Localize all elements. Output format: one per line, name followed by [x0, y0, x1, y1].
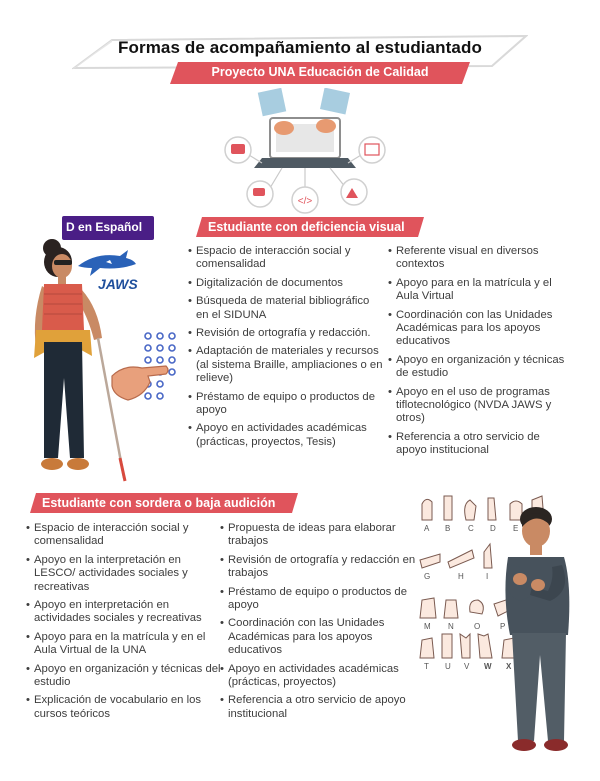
letter-label: U	[445, 662, 451, 671]
list-item: • Apoyo en actividades académicas (prácticas, proyectos)	[220, 663, 416, 690]
visual-services-list-2	[388, 245, 568, 458]
letter-label: O	[474, 622, 481, 631]
letter-label: V	[464, 662, 470, 671]
list-item: • Revisión de ortografía y redacción en trabajos	[220, 554, 416, 581]
laptop-illustration	[222, 88, 390, 216]
visual-services-list-1	[188, 245, 384, 449]
letter-label: M	[424, 622, 431, 631]
list-item: • Coordinación con las Unidades Académicas para los apoyos educativos	[388, 309, 568, 349]
list-item: • Préstamo de equipo o productos de apoyo	[220, 586, 416, 613]
list-item: • Apoyo en la interpretación en LESCO/ actividades sociales y recreativas	[26, 554, 222, 594]
letter-label: G	[424, 572, 431, 581]
badge-logo-icon: D	[66, 220, 75, 234]
letter-label: E	[513, 524, 519, 533]
braille-reading-icon	[110, 330, 185, 410]
list-item: • Préstamo de equipo o productos de apoyo	[188, 391, 384, 418]
visual-section-heading: Estudiante con deficiencia visual	[208, 220, 405, 234]
list-item: • Referencia a otro servicio de apoyo institucional	[220, 694, 416, 721]
letter-label: P	[500, 622, 506, 631]
deaf-section-heading: Estudiante con sordera o baja audición	[42, 496, 276, 510]
deaf-services-list-2	[220, 522, 416, 721]
letter-label: A	[424, 524, 430, 533]
letter-label: C	[468, 524, 474, 533]
letter-label: D	[490, 524, 496, 533]
page-subtitle: Proyecto UNA Educación de Calidad	[211, 65, 429, 79]
list-item: • Espacio de interacción social y comensalidad	[188, 245, 384, 272]
deaf-services-list-1	[26, 522, 222, 721]
list-item: • Referente visual en diversos contextos	[388, 245, 568, 272]
list-item: • Espacio de interacción social y comensalidad	[26, 522, 222, 549]
jaws-label: JAWS	[98, 276, 138, 292]
list-item: • Referencia a otro servicio de apoyo institucional	[388, 431, 568, 458]
list-item: • Coordinación con las Unidades Académicas para los apoyos educativos	[220, 617, 416, 657]
letter-label: H	[458, 572, 464, 581]
badge-label	[66, 220, 142, 234]
letter-label: X	[506, 662, 512, 671]
letter-label: B	[445, 524, 451, 533]
letter-label: T	[424, 662, 429, 671]
signing-person-illustration	[490, 505, 580, 755]
list-item: • Adaptación de materiales y recursos (al sistema Braille, ampliaciones o en relieve)	[188, 345, 384, 385]
page-title: Formas de acompañamiento al estudiantado	[118, 38, 482, 57]
list-item: • Apoyo en el uso de programas tiflotecnológico (NVDA JAWS y otros)	[388, 386, 568, 426]
list-item: • Propuesta de ideas para elaborar trabajos	[220, 522, 416, 549]
list-item: • Revisión de ortografía y redacción.	[188, 327, 384, 340]
badge-text: en Español	[78, 220, 143, 234]
list-item: • Explicación de vocabulario en los cursos teóricos	[26, 694, 222, 721]
list-item: • Apoyo en organización y técnicas de estudio	[388, 354, 568, 381]
list-item: • Apoyo en organización y técnicas del estudio	[26, 663, 222, 690]
letter-label: I	[486, 572, 489, 581]
letter-label: N	[448, 622, 454, 631]
svg-text:</>: </>	[297, 196, 313, 207]
list-item: • Digitalización de documentos	[188, 277, 384, 290]
list-item: • Apoyo en actividades académicas (prácticas, proyectos, Tesis)	[188, 422, 384, 449]
list-item: • Apoyo para en la matrícula y el Aula Virtual	[388, 277, 568, 304]
list-item: • Apoyo en interpretación en actividades sociales y recreativas	[26, 599, 222, 626]
list-item: • Apoyo para en la matrícula y en el Aula Virtual de la UNA	[26, 631, 222, 658]
list-item: • Búsqueda de material bibliográfico en el SIDUNA	[188, 295, 384, 322]
letter-label: W	[484, 662, 492, 671]
